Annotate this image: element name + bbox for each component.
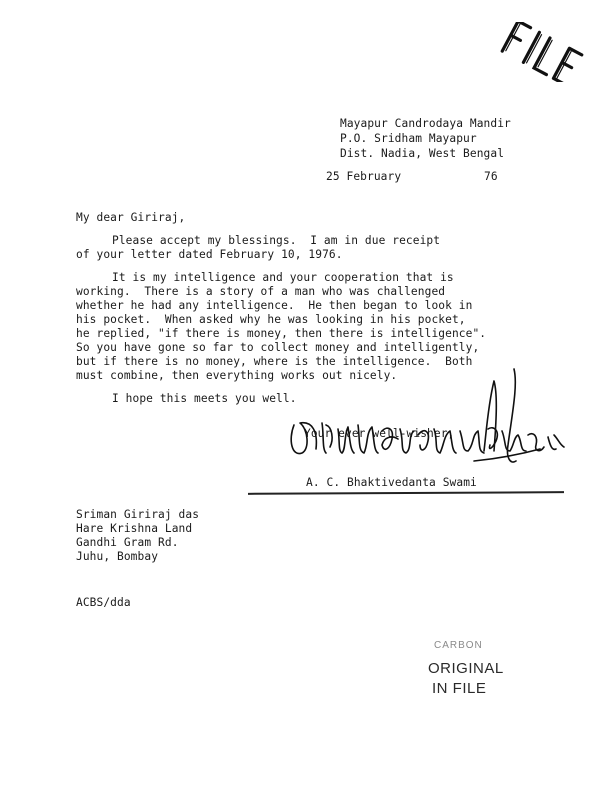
file-stamp bbox=[492, 22, 584, 82]
salutation: My dear Giriraj, bbox=[76, 211, 186, 224]
body-paragraph-2-line: working. There is a story of a man who was challenged bbox=[76, 285, 446, 298]
stamp-carbon-text: CARBON bbox=[434, 640, 483, 651]
body-paragraph-1-line: of your letter dated February 10, 1976. bbox=[76, 248, 343, 261]
letter-year: 76 bbox=[484, 170, 498, 183]
reference-initials: ACBS/dda bbox=[76, 596, 131, 609]
recipient-line-2: Hare Krishna Land bbox=[76, 522, 193, 535]
signature-divider bbox=[248, 491, 564, 494]
sender-address-line-1: Mayapur Candrodaya Mandir bbox=[340, 117, 511, 130]
body-paragraph-2-line: but if there is no money, where is the intelligence. Both bbox=[76, 355, 473, 368]
recipient-line-3: Gandhi Gram Rd. bbox=[76, 536, 179, 549]
letter-date: 25 February bbox=[326, 170, 402, 183]
signatory-name: A. C. Bhaktivedanta Swami bbox=[306, 476, 477, 489]
body-paragraph-2-line: must combine, then everything works out nicely. bbox=[76, 369, 398, 382]
handwritten-signature bbox=[288, 365, 568, 473]
recipient-line-1: Sriman Giriraj das bbox=[76, 508, 200, 521]
body-paragraph-1-line: Please accept my blessings. I am in due receipt bbox=[112, 234, 441, 247]
stamp-original-text: ORIGINAL bbox=[428, 660, 504, 677]
valediction: Your ever well-wisher, bbox=[304, 427, 455, 440]
body-paragraph-2-line: he replied, "if there is money, then there is intelligence". bbox=[76, 327, 487, 340]
original-in-file-stamp bbox=[420, 640, 520, 710]
body-paragraph-2-line: his pocket. When asked why he was looking in his pocket, bbox=[76, 313, 466, 326]
closing-line: I hope this meets you well. bbox=[112, 392, 297, 405]
body-paragraph-2-line: whether he had any intelligence. He then began to look in bbox=[76, 299, 473, 312]
body-paragraph-2-line: It is my intelligence and your cooperation that is bbox=[112, 271, 454, 284]
sender-address-line-2: P.O. Sridham Mayapur bbox=[340, 132, 477, 145]
sender-address-line-3: Dist. Nadia, West Bengal bbox=[340, 147, 505, 160]
body-paragraph-2-line: So you have gone so far to collect money and intelligently, bbox=[76, 341, 480, 354]
stamp-in-file-text: IN FILE bbox=[432, 680, 487, 697]
recipient-line-4: Juhu, Bombay bbox=[76, 550, 159, 563]
